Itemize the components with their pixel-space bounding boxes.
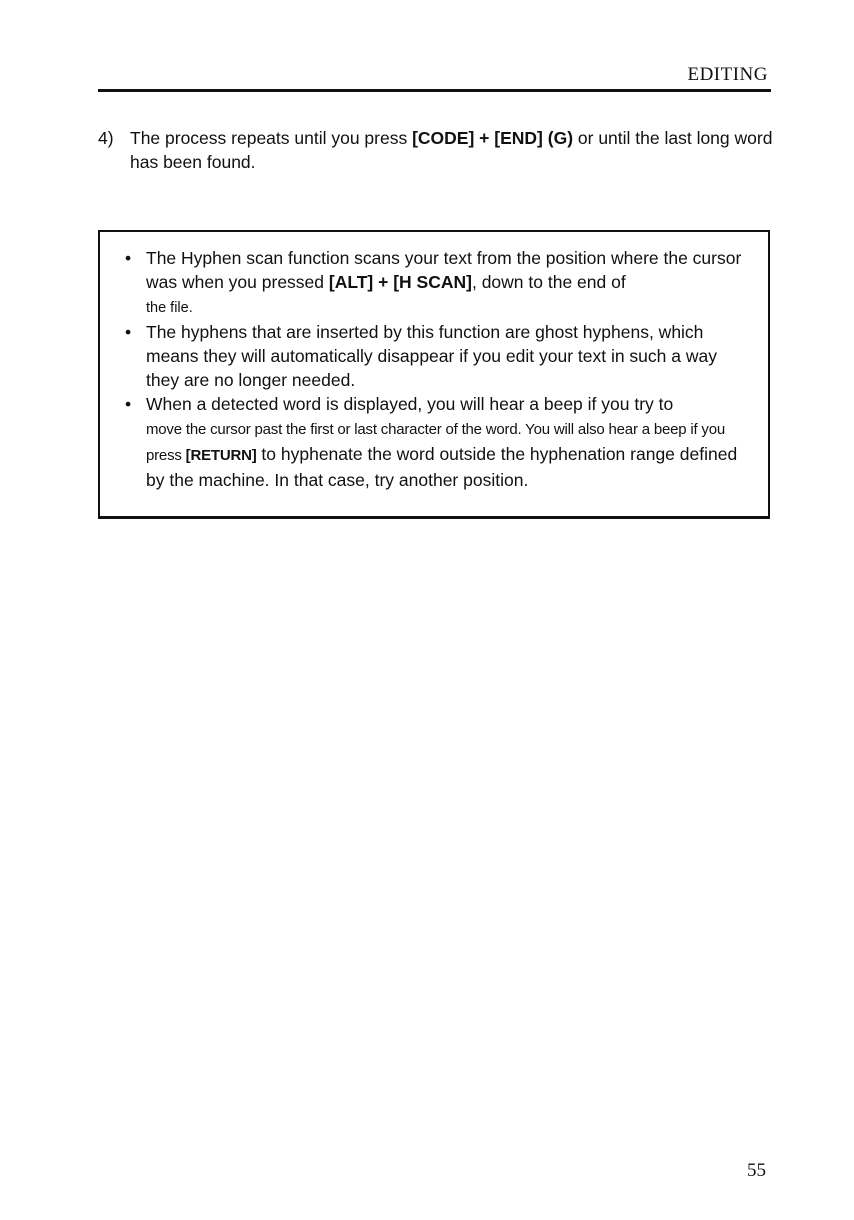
step-text-part: The process repeats until you press: [130, 128, 413, 148]
key-code: [CODE]: [412, 128, 475, 148]
note-text: , down to the end of: [471, 272, 626, 292]
note-text: move the cursor past the first or last character of the word. You will also hear a beep if you press: [146, 421, 726, 464]
bullet-icon: •: [125, 394, 132, 414]
note-text: The hyphens that are inserted by this function are ghost hyphens, which means they will automatically disappear if you edit your text in such a way they are no longer needed.: [146, 322, 717, 390]
key-end: [END]: [494, 128, 543, 148]
bullet-icon: •: [125, 248, 132, 268]
note-item-ghost-hyphens: [125, 320, 748, 392]
bullet-icon: •: [125, 322, 132, 342]
note-list: [100, 232, 768, 492]
note-box: [98, 230, 770, 519]
plus-sign: +: [474, 128, 495, 148]
step-number: 4): [98, 128, 114, 148]
step-4: [98, 126, 778, 174]
note-item-hyphen-scan: [125, 246, 748, 320]
key-alt: [ALT]: [328, 272, 374, 292]
note-text: The Hyphen scan function scans your text from the position where the cursor was when you pressed: [146, 248, 742, 292]
page-header-title: EDITING: [687, 64, 768, 85]
plus-sign: +: [373, 272, 394, 292]
note-text: the file.: [146, 300, 193, 316]
header-rule: [98, 89, 771, 92]
step-text: [130, 126, 778, 174]
key-g: (G): [547, 128, 574, 148]
page-number: 55: [747, 1160, 766, 1181]
note-item-beep: [125, 392, 748, 492]
key-return: [RETURN]: [185, 447, 257, 464]
note-text: to hyphenate the word outside the hyphenation range defined by the machine. In that case, try another position.: [146, 444, 738, 490]
key-h-scan: [H SCAN]: [393, 272, 472, 292]
step-text-part: or until the last long word has been found.: [130, 128, 773, 172]
note-text: When a detected word is displayed, you will hear a beep if you try to: [146, 394, 674, 414]
